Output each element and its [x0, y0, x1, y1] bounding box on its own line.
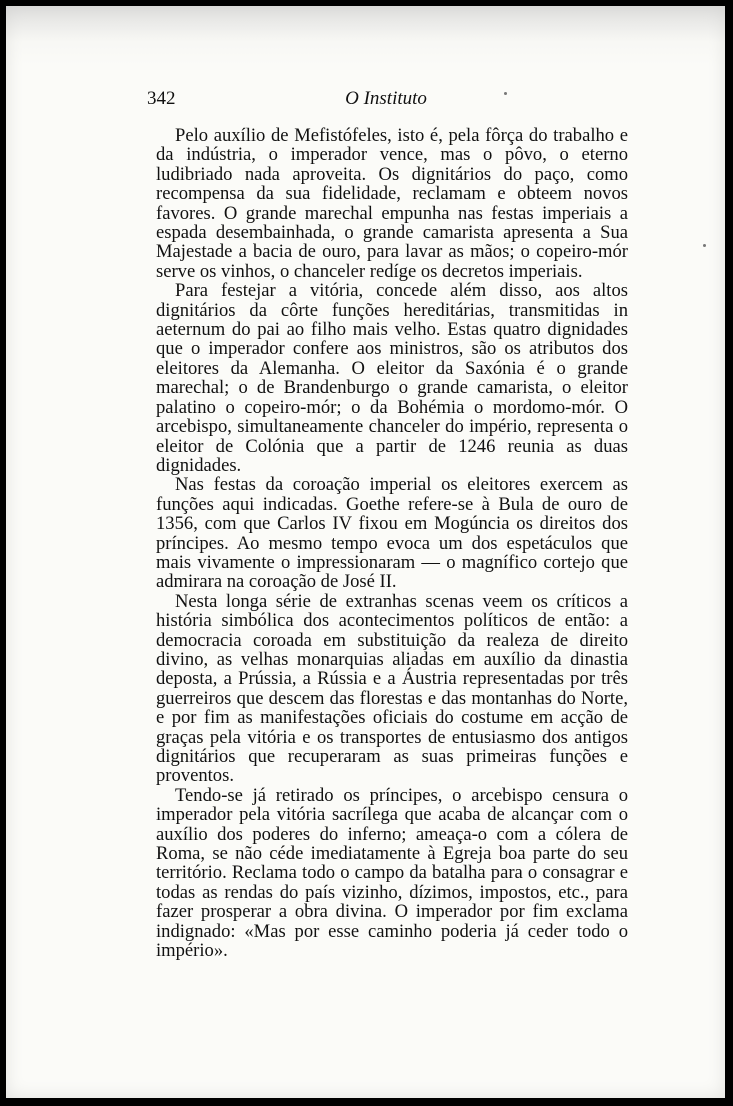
ink-speck	[703, 244, 706, 247]
running-header	[147, 88, 625, 112]
paper-discoloration	[6, 6, 725, 66]
page-number: 342	[147, 88, 176, 109]
paragraph: Nas festas da coroação imperial os eleitores exercem as funções aqui indicadas. Goethe refere-se à Bula de ouro de 1356, com que Carlos IV fixou em Mogúncia os direitos dos príncipes. Ao mesmo tempo evoca um dos espetáculos que mais vivamente o impressionaram — o magnífico cortejo que admirara na coroação de José II.	[156, 474, 628, 593]
running-title: O Instituto	[345, 88, 427, 109]
paragraph: Tendo-se já retirado os príncipes, o arcebispo censura o imperador pela vitória sacrílega que acaba de alcançar com o auxílio dos poderes do inferno; ameaça-o com a cólera de Roma, se não céde imediatamente à Egreja boa parte do seu território. Reclama todo o campo da batalha para o consagrar e todas as rendas do país vizinho, dízimos, impostos, etc., para fazer prosperar a obra divina. O imperador por fim exclama indignado: «Mas por esse caminho poderia já ceder todo o império».	[156, 784, 628, 962]
paragraph: Para festejar a vitória, concede além disso, aos altos dignitários da côrte funções hereditárias, transmitidas in aeternum do pai ao filho mais velho. Estas quatro dignidades que o imperador confere aos ministros, são os atributos dos eleitores da Alemanha. O eleitor da Saxónia é o grande marechal; o de Brandenburgo o grande camarista, o eleitor palatino o copeiro-mór; o da Bohémia o mordomo-mór. O arcebispo, simultaneamente chanceler do império, representa o eleitor de Colónia que a partir de 1246 reunia as duas dignidades.	[156, 280, 628, 476]
body-text	[156, 126, 628, 960]
paragraph: Nesta longa série de extranhas scenas veem os críticos a história simbólica dos acontecimentos políticos de então: a democracia coroada em substituição da realeza de direito divino, as velhas monarquias aliadas em auxílio da dinastia deposta, a Prússia, a Rússia e a Áustria representadas por três guerreiros que descem das florestas e das montanhas do Norte, e por fim as manifestações oficiais do costume em acção de graças pela vitória e os transportes de entusiasmo dos antigos dignitários que recuperaram as suas primeiras funções e proventos.	[156, 590, 628, 787]
paragraph: Pelo auxílio de Mefistófeles, isto é, pela fôrça do trabalho e da indústria, o imperador vence, mas o pôvo, o eterno ludibriado nada aproveita. Os dignitários do paço, como recompensa da sua fidelidade, reclamam e obteem novos favores. O grande marechal empunha nas festas imperiais a espada desembainhada, o grande camarista apresenta a Sua Majestade a bacia de ouro, para lavar as mãos; o copeiro-mór serve os vinhos, o chanceler redíge os decretos imperiais.	[156, 125, 628, 282]
